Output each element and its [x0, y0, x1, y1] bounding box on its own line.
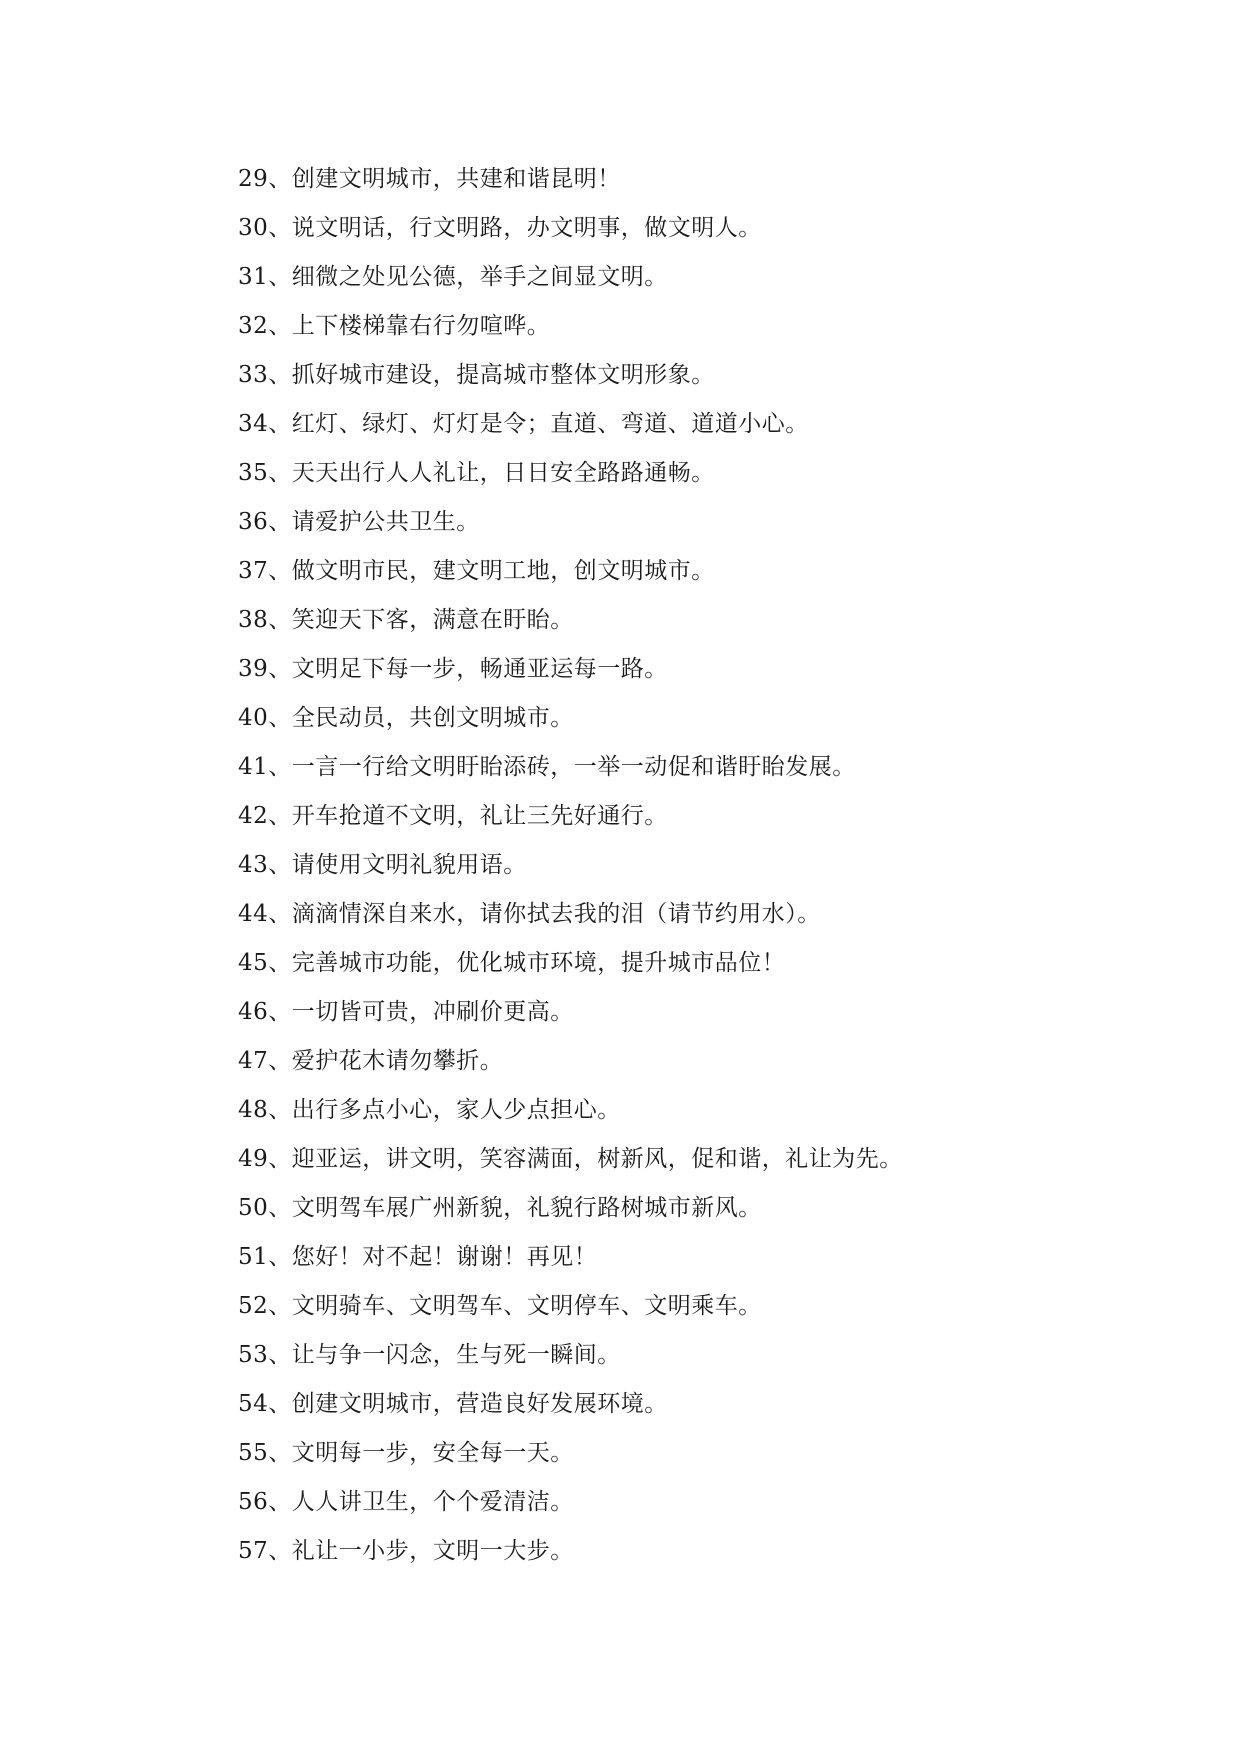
slogan-number: 41	[238, 754, 269, 780]
slogan-text: 、让与争一闪念，生与死一瞬间。	[268, 1342, 621, 1368]
slogan-number: 57	[238, 1538, 269, 1564]
slogan-text: 、文明骑车、文明驾车、文明停车、文明乘车。	[268, 1293, 762, 1319]
slogan-number: 35	[238, 460, 269, 486]
slogan-number: 39	[238, 656, 269, 682]
slogan-text: 、迎亚运，讲文明，笑容满面，树新风，促和谐，礼让为先。	[268, 1146, 903, 1172]
slogan-text: 、红灯、绿灯、灯灯是令；直道、弯道、道道小心。	[268, 411, 809, 437]
slogan-text: 、人人讲卫生，个个爱清洁。	[268, 1489, 574, 1515]
slogan-text: 、一言一行给文明盱眙添砖，一举一动促和谐盱眙发展。	[268, 754, 856, 780]
list-item	[238, 1331, 1138, 1380]
list-item	[238, 1184, 1138, 1233]
slogan-text: 、抓好城市建设，提高城市整体文明形象。	[268, 362, 715, 388]
list-item	[238, 302, 1138, 351]
slogan-number: 36	[238, 509, 269, 535]
list-item	[238, 841, 1138, 890]
slogan-text: 、笑迎天下客，满意在盱眙。	[268, 607, 574, 633]
slogan-text: 、说文明话，行文明路，办文明事，做文明人。	[268, 215, 762, 241]
slogan-text: 、出行多点小心，家人少点担心。	[268, 1097, 621, 1123]
list-item	[238, 1037, 1138, 1086]
list-item	[238, 1478, 1138, 1527]
slogan-number: 55	[238, 1440, 269, 1466]
slogan-text: 、创建文明城市，共建和谐昆明！	[268, 166, 621, 192]
slogan-text: 、一切皆可贵，冲刷价更高。	[268, 999, 574, 1025]
list-item	[238, 1135, 1138, 1184]
slogan-number: 52	[238, 1293, 269, 1319]
slogan-number: 51	[238, 1244, 269, 1270]
slogan-number: 45	[238, 950, 269, 976]
slogan-list	[238, 155, 1138, 1576]
list-item	[238, 988, 1138, 1037]
slogan-number: 49	[238, 1146, 269, 1172]
slogan-text: 、做文明市民，建文明工地，创文明城市。	[268, 558, 715, 584]
slogan-text: 、文明驾车展广州新貌，礼貌行路树城市新风。	[268, 1195, 762, 1221]
slogan-text: 、滴滴情深自来水，请你拭去我的泪（请节约用水）。	[268, 901, 821, 927]
slogan-text: 、文明每一步，安全每一天。	[268, 1440, 574, 1466]
slogan-number: 47	[238, 1048, 269, 1074]
list-item	[238, 204, 1138, 253]
slogan-number: 32	[238, 313, 269, 339]
list-item	[238, 645, 1138, 694]
slogan-number: 46	[238, 999, 269, 1025]
list-item	[238, 351, 1138, 400]
slogan-text: 、天天出行人人礼让，日日安全路路通畅。	[268, 460, 715, 486]
slogan-number: 33	[238, 362, 269, 388]
list-item	[238, 449, 1138, 498]
list-item	[238, 253, 1138, 302]
slogan-text: 、细微之处见公德，举手之间显文明。	[268, 264, 668, 290]
slogan-number: 34	[238, 411, 269, 437]
slogan-text: 、请爱护公共卫生。	[268, 509, 480, 535]
list-item	[238, 1429, 1138, 1478]
slogan-number: 54	[238, 1391, 269, 1417]
list-item	[238, 743, 1138, 792]
slogan-text: 、开车抢道不文明，礼让三先好通行。	[268, 803, 668, 829]
list-item	[238, 792, 1138, 841]
list-item	[238, 1527, 1138, 1576]
list-item	[238, 400, 1138, 449]
list-item	[238, 939, 1138, 988]
slogan-number: 38	[238, 607, 269, 633]
list-item	[238, 498, 1138, 547]
slogan-number: 44	[238, 901, 269, 927]
list-item	[238, 155, 1138, 204]
slogan-text: 、创建文明城市，营造良好发展环境。	[268, 1391, 668, 1417]
slogan-text: 、全民动员，共创文明城市。	[268, 705, 574, 731]
list-item	[238, 694, 1138, 743]
slogan-number: 29	[238, 166, 269, 192]
list-item	[238, 1282, 1138, 1331]
slogan-number: 31	[238, 264, 269, 290]
slogan-text: 、上下楼梯靠右行勿喧哗。	[268, 313, 551, 339]
slogan-number: 56	[238, 1489, 269, 1515]
slogan-number: 42	[238, 803, 269, 829]
slogan-number: 48	[238, 1097, 269, 1123]
list-item	[238, 890, 1138, 939]
list-item	[238, 1233, 1138, 1282]
slogan-text: 、礼让一小步，文明一大步。	[268, 1538, 574, 1564]
list-item	[238, 596, 1138, 645]
slogan-number: 37	[238, 558, 269, 584]
slogan-number: 43	[238, 852, 269, 878]
list-item	[238, 1086, 1138, 1135]
slogan-text: 、完善城市功能，优化城市环境，提升城市品位！	[268, 950, 786, 976]
slogan-text: 、请使用文明礼貌用语。	[268, 852, 527, 878]
slogan-number: 40	[238, 705, 269, 731]
slogan-text: 、文明足下每一步，畅通亚运每一路。	[268, 656, 668, 682]
slogan-number: 50	[238, 1195, 269, 1221]
slogan-number: 30	[238, 215, 269, 241]
list-item	[238, 547, 1138, 596]
list-item	[238, 1380, 1138, 1429]
slogan-text: 、您好！对不起！谢谢！再见！	[268, 1244, 598, 1270]
slogan-number: 53	[238, 1342, 269, 1368]
slogan-text: 、爱护花木请勿攀折。	[268, 1048, 504, 1074]
